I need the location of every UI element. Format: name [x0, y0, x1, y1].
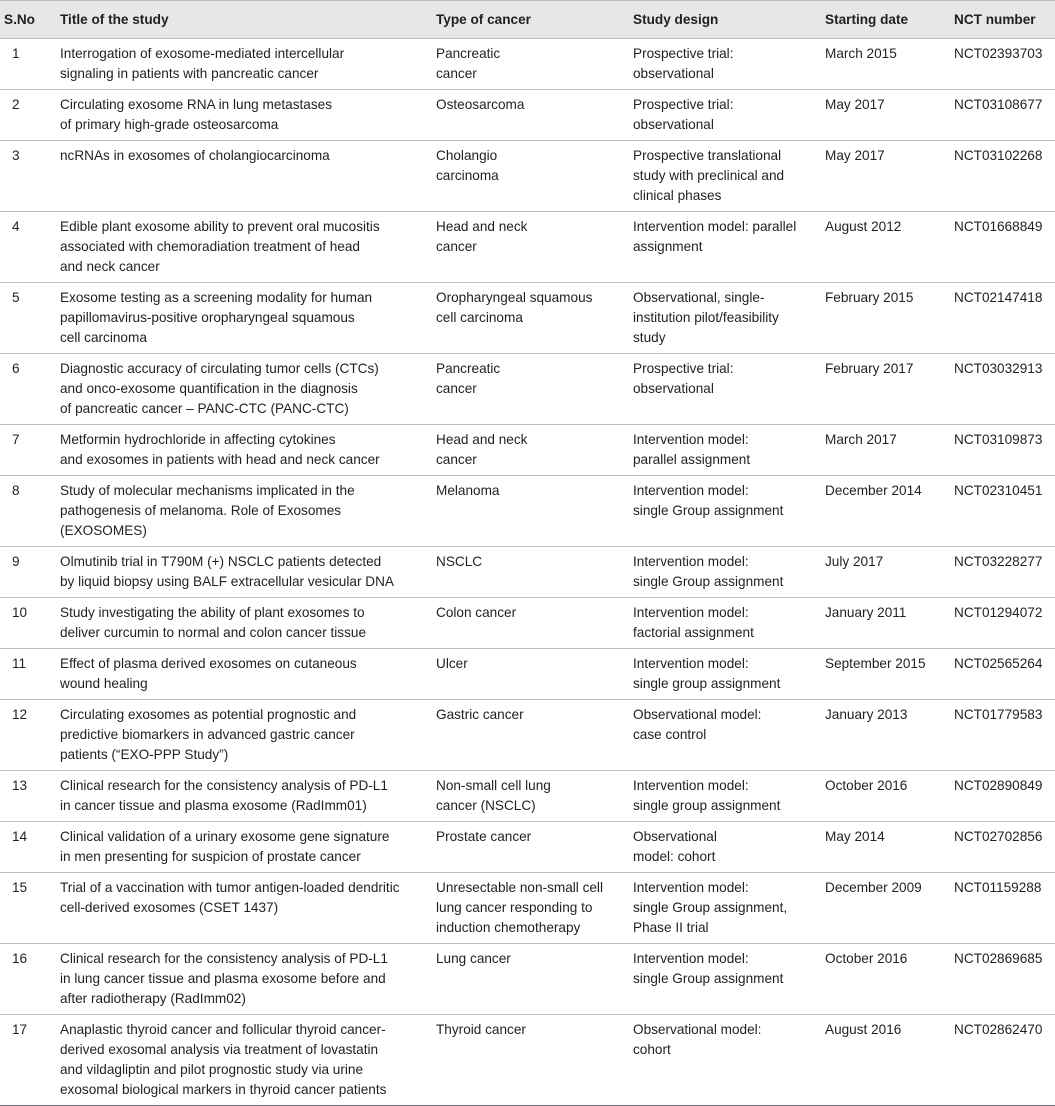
cell-cancer: Ulcer [436, 656, 468, 671]
header-starting-date: Starting date [825, 11, 909, 27]
cell-title: Olmutinib trial in T790M (+) NSCLC patients detected by liquid biopsy using BALF extracellular vesicular DNA [60, 554, 394, 589]
table-row [0, 212, 1055, 283]
cell-title: Effect of plasma derived exosomes on cutaneous wound healing [60, 656, 357, 691]
cell-sno: 15 [12, 880, 28, 895]
cell-nct: NCT02393703 [954, 46, 1043, 61]
cell-design: Observational model: case control [633, 707, 762, 742]
cell-cancer: Head and neck cancer [436, 432, 528, 467]
cell-design: Observational, single- institution pilot/feasibility study [633, 290, 779, 345]
cell-title: ncRNAs in exosomes of cholangiocarcinoma [60, 148, 330, 163]
cell-design: Intervention model: single Group assignment [633, 554, 784, 589]
cell-date: October 2016 [825, 778, 908, 793]
cell-design: Prospective translational study with preclinical and clinical phases [633, 148, 785, 203]
table-row [0, 598, 1055, 649]
cell-cancer: Colon cancer [436, 605, 517, 620]
cell-title: Clinical research for the consistency analysis of PD-L1 in cancer tissue and plasma exosome (RadImm01) [60, 778, 388, 813]
cell-title: Exosome testing as a screening modality for human papillomavirus-positive oropharyngeal squamous cell carcinoma [60, 290, 373, 345]
cell-design: Intervention model: single Group assignment [633, 483, 784, 518]
cell-design: Intervention model: factorial assignment [633, 605, 754, 640]
table-header-row [0, 1, 1055, 39]
cell-design: Observational model: cohort [633, 829, 717, 864]
cell-nct: NCT03108677 [954, 97, 1043, 112]
cell-design: Intervention model: single group assignment [633, 656, 781, 691]
cell-date: May 2017 [825, 148, 885, 163]
cell-cancer: Oropharyngeal squamous cell carcinoma [436, 290, 593, 325]
cell-date: January 2011 [825, 605, 907, 620]
cell-nct: NCT03102268 [954, 148, 1043, 163]
cell-sno: 7 [12, 432, 20, 447]
cell-design: Intervention model: parallel assignment [633, 432, 751, 467]
table-row [0, 822, 1055, 873]
cell-nct: NCT01294072 [954, 605, 1043, 620]
cell-title: Edible plant exosome ability to prevent oral mucositis associated with chemoradiation treatment of head and neck cancer [60, 219, 380, 274]
cell-cancer: Prostate cancer [436, 829, 532, 844]
cell-cancer: Pancreatic cancer [436, 46, 501, 81]
cell-design: Observational model: cohort [633, 1022, 762, 1057]
table-row [0, 700, 1055, 771]
header-nct-number: NCT number [954, 11, 1036, 27]
cell-cancer: Non-small cell lung cancer (NSCLC) [436, 778, 551, 813]
cell-nct: NCT02702856 [954, 829, 1043, 844]
cell-sno: 16 [12, 951, 28, 966]
cell-nct: NCT02310451 [954, 483, 1043, 498]
header-title: Title of the study [60, 11, 169, 27]
cell-nct: NCT03032913 [954, 361, 1043, 376]
cell-nct: NCT02147418 [954, 290, 1043, 305]
cell-title: Study investigating the ability of plant exosomes to deliver curcumin to normal and colon cancer tissue [60, 605, 367, 640]
cell-title: Diagnostic accuracy of circulating tumor cells (CTCs) and onco-exosome quantification in the diagnosis of pancreatic cancer – PANC-CTC (PANC-CTC) [60, 361, 379, 416]
cell-sno: 6 [12, 361, 20, 376]
cell-design: Prospective trial: observational [633, 97, 734, 132]
table-row [0, 283, 1055, 354]
header-study-design: Study design [633, 11, 719, 27]
cell-sno: 5 [12, 290, 20, 305]
table-row [0, 771, 1055, 822]
cell-date: March 2015 [825, 46, 897, 61]
cell-sno: 11 [12, 656, 27, 671]
cell-cancer: Head and neck cancer [436, 219, 528, 254]
cell-title: Clinical research for the consistency analysis of PD-L1 in lung cancer tissue and plasma exosome before and after radiotherapy (RadImm02) [60, 951, 388, 1006]
cell-cancer: Unresectable non-small cell lung cancer responding to induction chemotherapy [436, 880, 603, 935]
header-cancer-type: Type of cancer [436, 11, 531, 27]
cell-design: Intervention model: single group assignment [633, 778, 781, 813]
cell-date: January 2013 [825, 707, 908, 722]
cell-date: December 2014 [825, 483, 922, 498]
cell-nct: NCT02862470 [954, 1022, 1043, 1037]
table-row [0, 873, 1055, 944]
table-row [0, 476, 1055, 547]
cell-date: March 2017 [825, 432, 897, 447]
table-row [0, 141, 1055, 212]
cell-nct: NCT03228277 [954, 554, 1043, 569]
cell-design: Intervention model: single Group assignment [633, 951, 784, 986]
cell-date: February 2015 [825, 290, 914, 305]
cell-design: Prospective trial: observational [633, 46, 734, 81]
table-row [0, 649, 1055, 700]
cell-title: Study of molecular mechanisms implicated in the pathogenesis of melanoma. Role of Exosomes (EXOSOMES) [60, 483, 355, 538]
table-row [0, 39, 1055, 90]
cell-title: Metformin hydrochloride in affecting cytokines and exosomes in patients with head and neck cancer [60, 432, 380, 467]
cell-sno: 17 [12, 1022, 28, 1037]
cell-nct: NCT01159288 [954, 880, 1042, 895]
cell-cancer: NSCLC [436, 554, 483, 569]
cell-title: Clinical validation of a urinary exosome gene signature in men presenting for suspicion of prostate cancer [60, 829, 390, 864]
cell-sno: 8 [12, 483, 20, 498]
cell-nct: NCT03109873 [954, 432, 1043, 447]
cell-cancer: Pancreatic cancer [436, 361, 501, 396]
cell-design: Intervention model: single Group assignment, Phase II trial [633, 880, 788, 935]
cell-date: August 2012 [825, 219, 902, 234]
cell-sno: 14 [12, 829, 28, 844]
table-row [0, 547, 1055, 598]
cell-date: May 2014 [825, 829, 885, 844]
table-row [0, 425, 1055, 476]
cell-sno: 3 [12, 148, 20, 163]
cell-sno: 1 [12, 46, 20, 61]
header-sno: S.No [4, 11, 35, 27]
cell-date: October 2016 [825, 951, 908, 966]
table-row [0, 90, 1055, 141]
cell-date: July 2017 [825, 554, 884, 569]
cell-date: August 2016 [825, 1022, 902, 1037]
cell-sno: 10 [12, 605, 28, 620]
cell-title: Trial of a vaccination with tumor antigen-loaded dendritic cell-derived exosomes (CSET 1437) [60, 880, 400, 915]
cell-nct: NCT02869685 [954, 951, 1043, 966]
cell-cancer: Cholangio carcinoma [436, 148, 499, 183]
cell-sno: 2 [12, 97, 20, 112]
cell-title: Circulating exosome RNA in lung metastases of primary high-grade osteosarcoma [60, 97, 333, 132]
cell-nct: NCT01668849 [954, 219, 1043, 234]
cell-nct: NCT02565264 [954, 656, 1043, 671]
cell-nct: NCT02890849 [954, 778, 1043, 793]
cell-sno: 12 [12, 707, 28, 722]
table-row [0, 944, 1055, 1015]
cell-design: Intervention model: parallel assignment [633, 219, 797, 254]
table-row [0, 1015, 1055, 1106]
cell-date: May 2017 [825, 97, 885, 112]
table-row [0, 354, 1055, 425]
cell-sno: 9 [12, 554, 20, 569]
cell-date: February 2017 [825, 361, 914, 376]
cell-cancer: Osteosarcoma [436, 97, 525, 112]
cell-cancer: Gastric cancer [436, 707, 524, 722]
cell-title: Anaplastic thyroid cancer and follicular thyroid cancer- derived exosomal analysis via treatment of lovastatin and vildagliptin and pilot prognostic study via urine exosomal biological markers in thyroid cancer patients [60, 1022, 387, 1097]
cell-cancer: Thyroid cancer [436, 1022, 526, 1037]
cell-sno: 13 [12, 778, 28, 793]
cell-title: Circulating exosomes as potential prognostic and predictive biomarkers in advanced gastric cancer patients (“EXO-PPP Study”) [60, 707, 357, 762]
cell-cancer: Lung cancer [436, 951, 511, 966]
cell-sno: 4 [12, 219, 20, 234]
cell-date: December 2009 [825, 880, 922, 895]
cell-date: September 2015 [825, 656, 926, 671]
cell-title: Interrogation of exosome-mediated intercellular signaling in patients with pancreatic cancer [60, 46, 345, 81]
cell-nct: NCT01779583 [954, 707, 1043, 722]
cell-cancer: Melanoma [436, 483, 500, 498]
cell-design: Prospective trial: observational [633, 361, 734, 396]
